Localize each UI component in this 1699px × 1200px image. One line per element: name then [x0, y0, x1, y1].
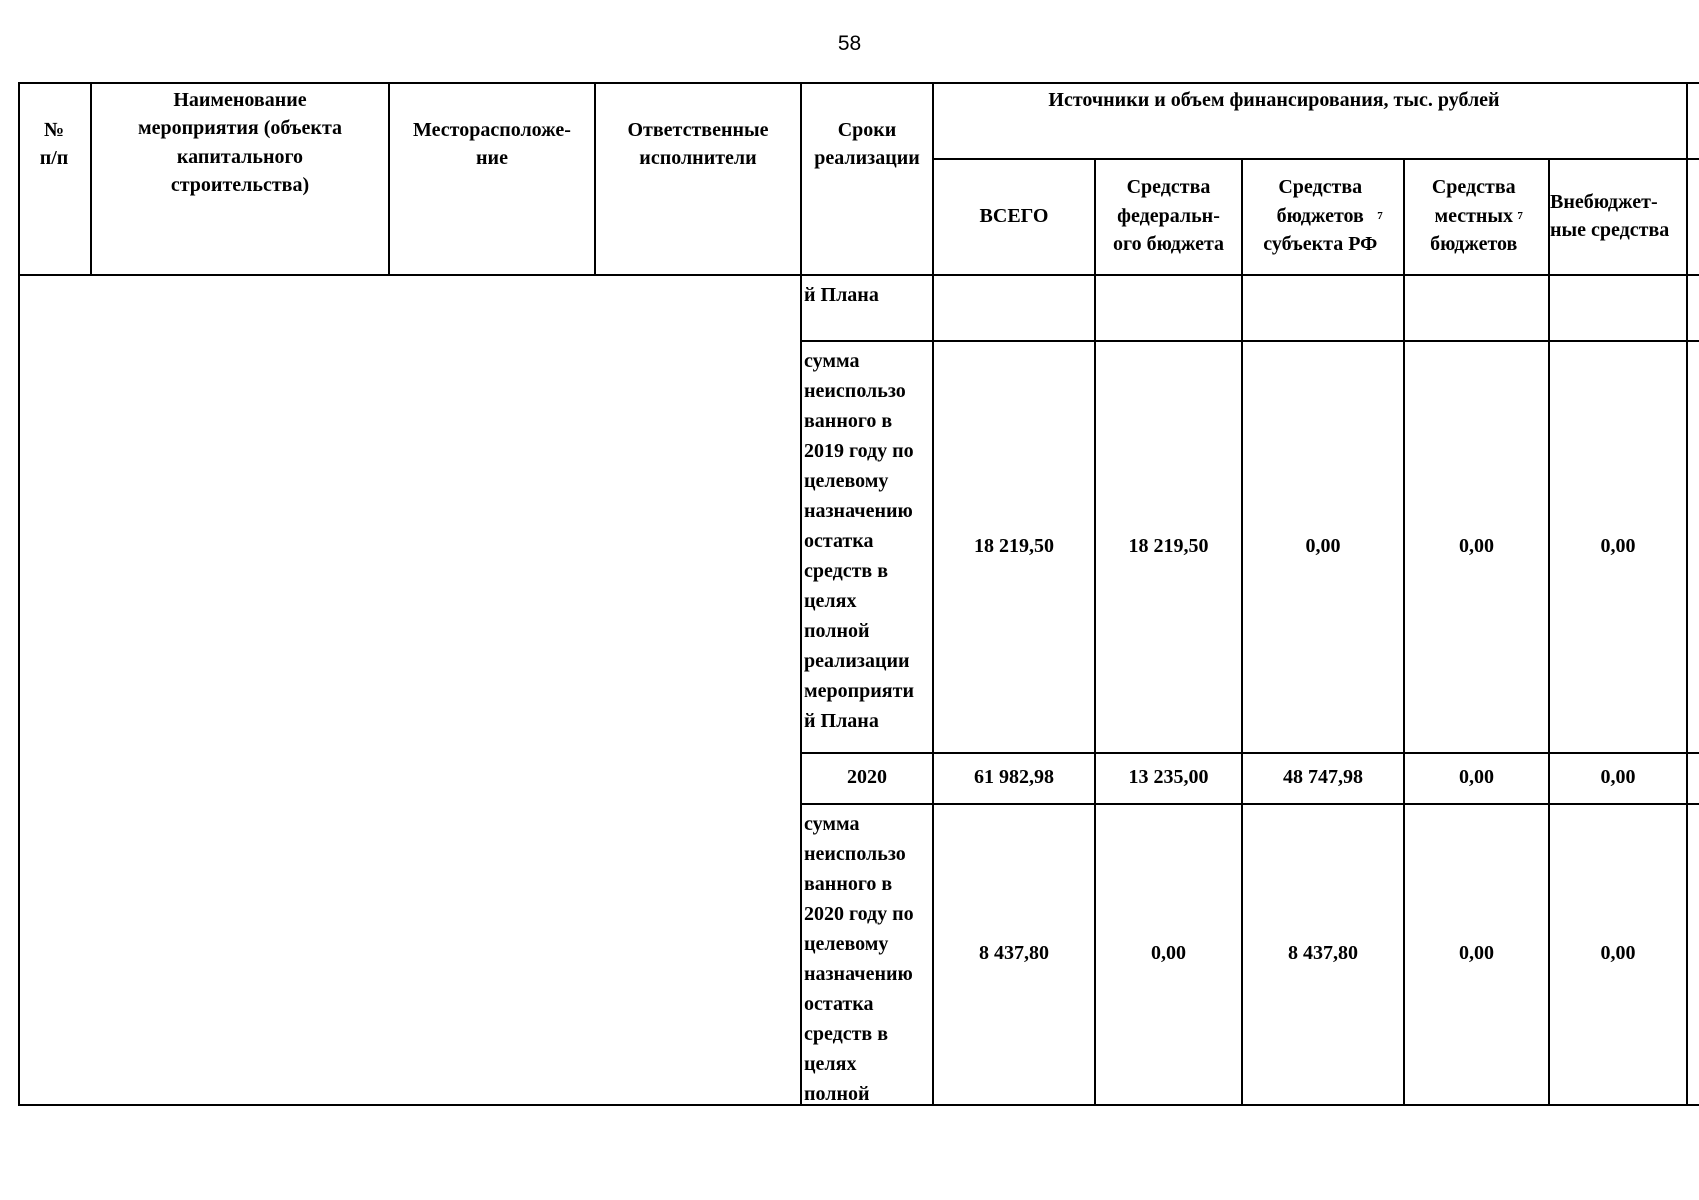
local-value-cell: [1405, 274, 1548, 340]
period-cell: 2020: [847, 766, 887, 789]
grid-hline: [18, 1104, 1699, 1106]
header-regional: Средства бюджетов субъекта РФ 7: [1243, 160, 1403, 272]
regional-value-cell: 8 437,80: [1288, 942, 1358, 965]
regional-value-cell: 48 747,98: [1283, 766, 1363, 789]
total-value-cell: [934, 274, 1094, 340]
total-value-cell: 61 982,98: [974, 766, 1054, 789]
grid-vline: [800, 82, 802, 1104]
federal-value-cell: [1096, 274, 1241, 340]
total-value-cell: 8 437,80: [979, 942, 1049, 965]
regional-value-cell: 0,00: [1305, 534, 1341, 557]
header-number: № п/п: [39, 119, 69, 170]
page-number: 58: [837, 32, 862, 55]
offbudget-value-cell: 0,00: [1600, 942, 1636, 965]
header-location: Месторасположе- ние: [413, 119, 571, 170]
header-offbudget: Внебюджет- ные средства: [1550, 190, 1670, 241]
offbudget-value-cell: 0,00: [1600, 766, 1636, 789]
total-value-cell: 18 219,50: [974, 534, 1054, 557]
header-sources-group: Источники и объем финансирования, тыс. рублей: [1048, 89, 1500, 111]
period-cell: сумма неиспользо ванного в 2020 году по целевому назначению остатка средств в целях полной: [804, 813, 914, 1104]
grid-hline: [18, 82, 1699, 84]
grid-vline: [594, 82, 596, 274]
grid-vline: [388, 82, 390, 274]
federal-value-cell: 18 219,50: [1128, 534, 1209, 557]
federal-value-cell: 13 235,00: [1128, 766, 1209, 789]
header-regional-label: Средства бюджетов субъекта РФ: [1263, 176, 1378, 256]
header-period: Сроки реализации: [814, 119, 920, 170]
grid-vline: [18, 82, 20, 1104]
local-value-cell: 0,00: [1459, 534, 1494, 557]
header-local: Средства местных бюджетов 7: [1405, 160, 1548, 272]
period-cell: й Плана: [804, 284, 879, 306]
regional-value-cell: [1243, 274, 1403, 340]
header-total: ВСЕГО: [979, 204, 1049, 227]
offbudget-value-cell: [1550, 274, 1686, 340]
local-value-cell: 0,00: [1459, 766, 1494, 789]
header-local-label: Средства местных бюджетов: [1430, 176, 1518, 256]
header-federal: Средства федеральн- ого бюджета: [1112, 176, 1225, 256]
header-name: Наименование мероприятия (объекта капитального строительства): [137, 89, 343, 197]
federal-value-cell: 0,00: [1151, 942, 1186, 965]
offbudget-value-cell: 0,00: [1600, 534, 1636, 557]
header-executors: Ответственные исполнители: [627, 119, 769, 170]
local-value-cell: 0,00: [1459, 942, 1494, 965]
period-cell: сумма неиспользо ванного в 2019 году по целевому назначению остатка средств в целях полной реализации мероприяти й Плана: [804, 350, 914, 732]
